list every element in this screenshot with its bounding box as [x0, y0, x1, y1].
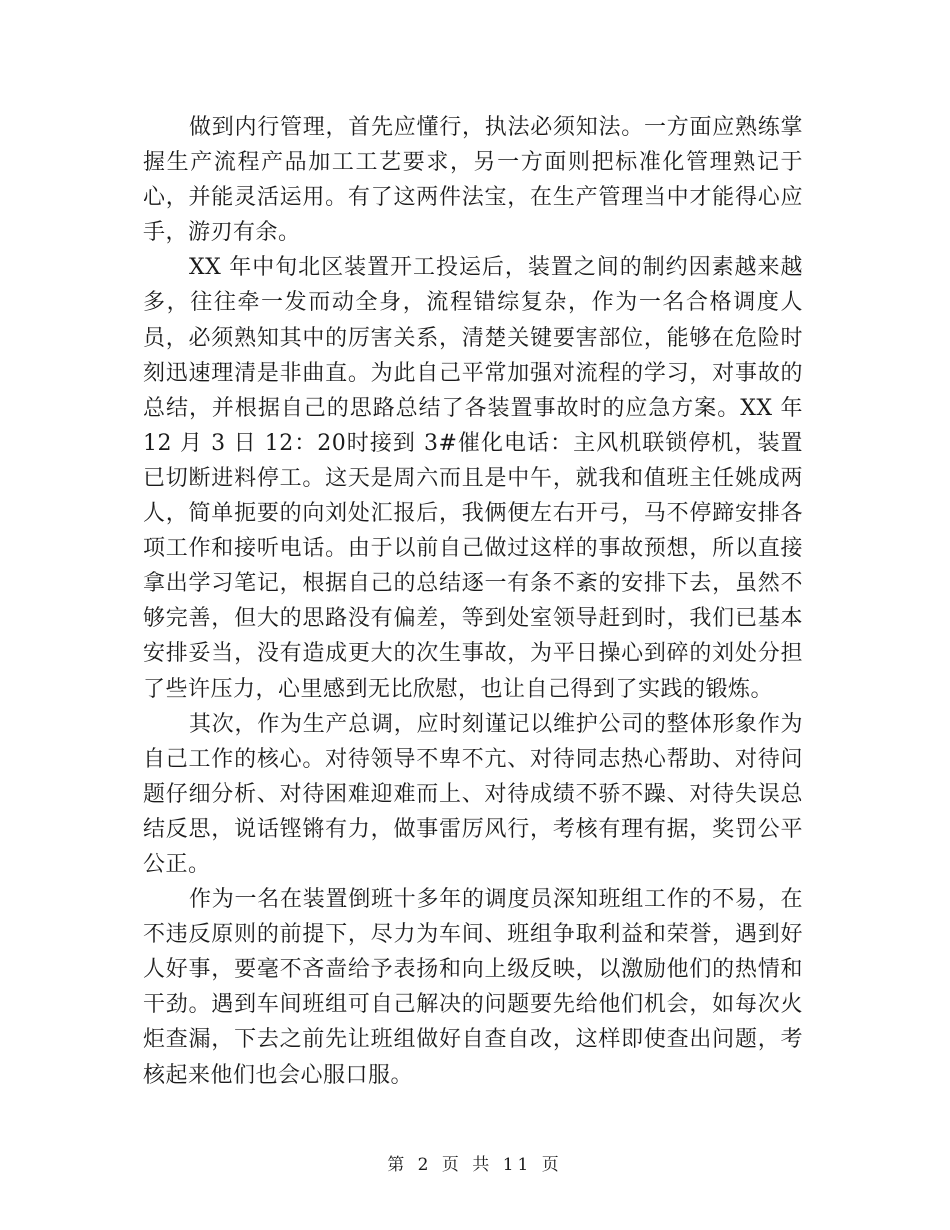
document-body	[143, 110, 803, 1093]
paragraph-4: 作为一名在装置倒班十多年的调度员深知班组工作的不易，在不违反原则的前提下，尽力为车间、班组争取利益和荣誉，遇到好人好事，要毫不吝啬给予表扬和向上级反映，以激励他们的热情和干劲。遇到车间班组可自己解决的问题要先给他们机会，如每次火炬查漏，下去之前先让班组做好自查自改，这样即使查出问题，考核起来他们也会心服口服。	[143, 887, 803, 1088]
page-number-footer: 第 2 页 共 11 页	[387, 1155, 563, 1175]
paragraph-1: 做到内行管理，首先应懂行，执法必须知法。一方面应熟练掌握生产流程产品加工工艺要求，另一方面则把标准化管理熟记于心，并能灵活运用。有了这两件法宝，在生产管理当中才能得心应手，游刃有余。	[143, 115, 803, 246]
paragraph-2: XX 年中旬北区装置开工投运后，装置之间的制约因素越来越多，往往牵一发而动全身，流程错综复杂，作为一名合格调度人员，必须熟知其中的厉害关系，清楚关键要害部位，能够在危险时刻迅速理清是非曲直。为此自己平常加强对流程的学习，对事故的总结，并根据自己的思路总结了各装置事故时的应急方案。XX 年 12 月 3 日 12：20时接到 3#催化电话：主风机联锁停机，装置已切断进料停工。这天是周六而且是中午，就我和值班主任姚成两人，简单扼要的向刘处汇报后，我俩便左右开弓，马不停蹄安排各项工作和接听电话。由于以前自己做过这样的事故预想，所以直接拿出学习笔记，根据自己的总结逐一有条不紊的安排下去，虽然不够完善，但大的思路没有偏差，等到处室领导赶到时，我们已基本安排妥当，没有造成更大的次生事故，为平日操心到碎的刘处分担了些许压力，心里感到无比欣慰，也让自己得到了实践的锻炼。	[143, 255, 803, 702]
paragraph-3: 其次，作为生产总调，应时刻谨记以维护公司的整体形象作为自己工作的核心。对待领导不卑不亢、对待同志热心帮助、对待问题仔细分析、对待困难迎难而上、对待成绩不骄不躁、对待失误总结反思，说话铿锵有力，做事雷厉风行，考核有理有据，奖罚公平公正。	[143, 711, 803, 877]
